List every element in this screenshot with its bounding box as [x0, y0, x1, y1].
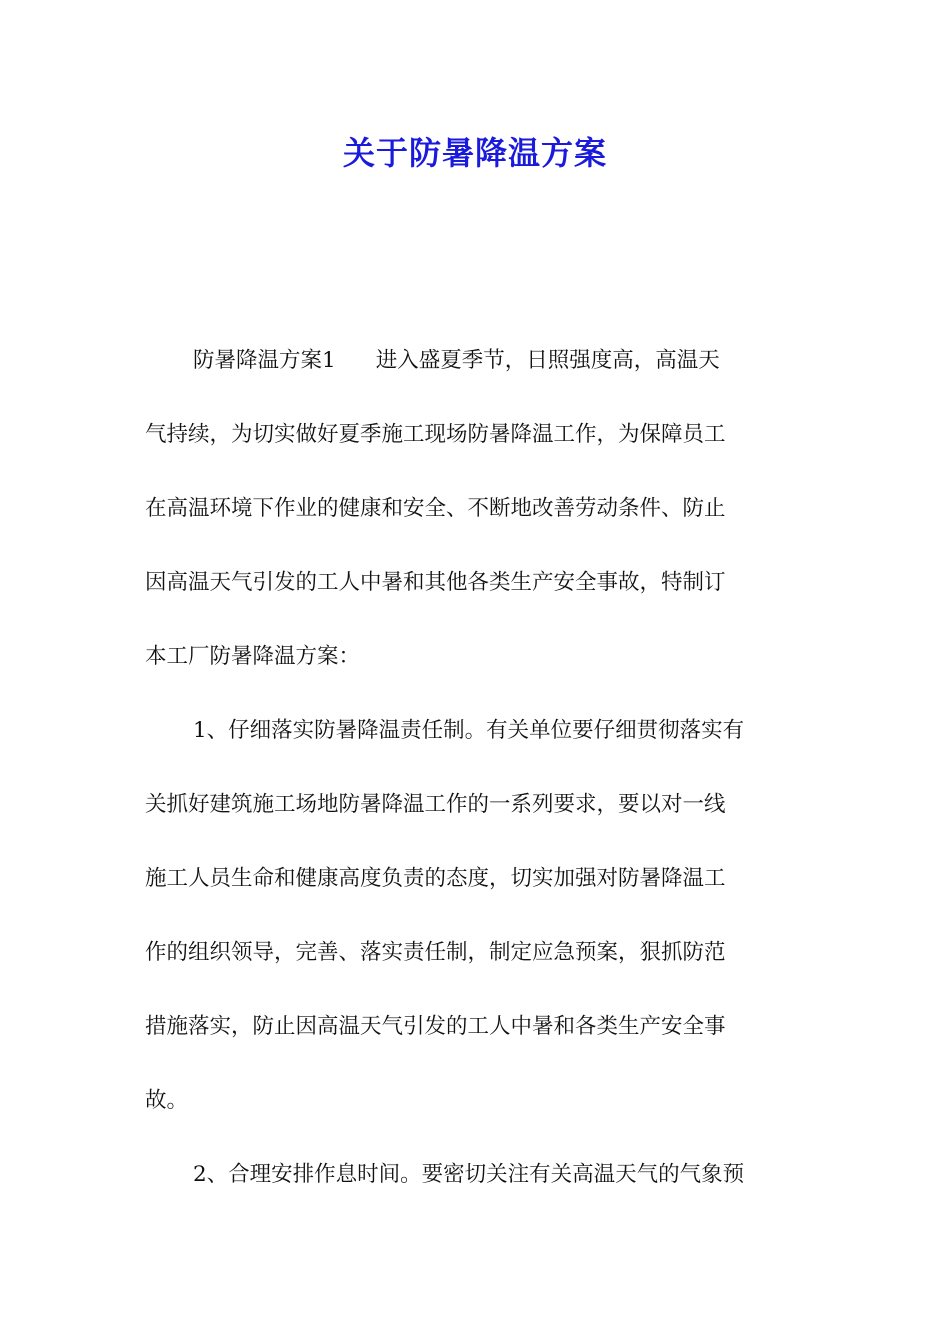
paragraph-line: 在高温环境下作业的健康和安全、不断地改善劳动条件、防止: [145, 496, 726, 521]
section-heading: 防暑降温方案1: [193, 348, 336, 373]
paragraph-line: 因高温天气引发的工人中暑和其他各类生产安全事故，特制订: [145, 570, 726, 595]
paragraph-line: 2、合理安排作息时间。要密切关注有关高温天气的气象预: [193, 1162, 745, 1187]
paragraph-line: 作的组织领导，完善、落实责任制，制定应急预案，狠抓防范: [145, 940, 726, 965]
document-title: 关于防暑降温方案: [342, 134, 607, 172]
paragraph-line: 本工厂防暑降温方案：: [145, 644, 361, 669]
paragraph-line: [145, 336, 805, 386]
paragraph-line: 关抓好建筑施工场地防暑降温工作的一系列要求，要以对一线: [145, 792, 726, 817]
paragraph-line: 气持续，为切实做好夏季施工现场防暑降温工作，为保障员工: [145, 422, 726, 447]
paragraph-line: 1、仔细落实防暑降温责任制。有关单位要仔细贯彻落实有: [193, 718, 745, 743]
document-body: [145, 336, 805, 1224]
paragraph-line: 措施落实，防止因高温天气引发的工人中暑和各类生产安全事: [145, 1014, 726, 1039]
paragraph-line: 故。: [145, 1088, 189, 1113]
paragraph-line: 施工人员生命和健康高度负责的态度，切实加强对防暑降温工: [145, 866, 726, 891]
line-text: 进入盛夏季节，日照强度高，高温天: [375, 348, 720, 373]
